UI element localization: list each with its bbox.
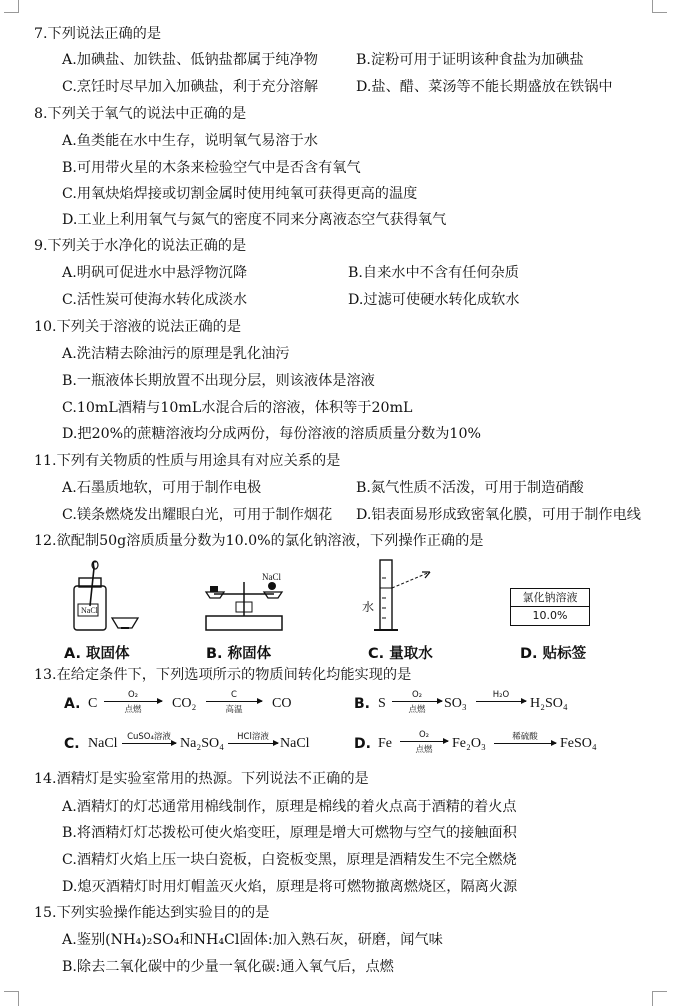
q14-option-b: B.将酒精灯灯芯拨松可使火焰变旺，原理是增大可燃物与空气的接触面积 [62, 825, 517, 841]
q12-stem: 12.欲配制50g溶质质量分数为10.0%的氯化钠溶液，下列操作正确的是 [34, 533, 484, 549]
corner-mark-tl [4, 0, 19, 13]
q13-d-a1-bot: 点燃 [415, 745, 433, 755]
caption-c: C. 量取水 [368, 646, 433, 662]
q13-c-arrow1 [122, 730, 176, 745]
q13-b-s1: S [378, 696, 386, 711]
q11-option-c: C.镁条燃烧发出耀眼白光，可用于制作烟花 [62, 507, 333, 523]
q9-stem: 9.下列关于水净化的说法正确的是 [34, 238, 247, 254]
figure-tag [510, 588, 590, 626]
q13-d-s1: Fe [378, 736, 392, 751]
q10-option-c: C.10mL酒精与10mL水混合后的溶液，体积等于20mL [62, 400, 413, 416]
q8-option-a: A.鱼类能在水中生存，说明氧气易溶于水 [62, 133, 318, 149]
q13-b-label: B. [354, 696, 370, 712]
q13-d-s3: FeSO₄ [560, 736, 597, 751]
q9-option-d: D.过滤可使硬水转化成软水 [348, 292, 520, 308]
caption-b: B. 称固体 [206, 646, 272, 662]
q8-option-c: C.用氧炔焰焊接或切割金属时使用纯氧可获得更高的温度 [62, 186, 418, 202]
q13-c-s1: NaCl [88, 736, 118, 751]
q13-b-s3: H₂SO₄ [530, 696, 568, 711]
q13-c-a1-top: CuSO₄溶液 [127, 732, 171, 742]
q9-option-b: B.自来水中不含有任何杂质 [348, 265, 519, 281]
q13-a-s2: CO₂ [172, 696, 197, 711]
q7-option-a: A.加碘盐、加铁盐、低钠盐都属于纯净物 [62, 52, 318, 68]
q13-a-a2-bot: 高温 [225, 705, 243, 715]
q13-c-arrow2 [228, 730, 278, 745]
q14-stem: 14.酒精灯是实验室常用的热源。下列说法不正确的是 [34, 771, 369, 787]
q13-d-a2-top: 稀硫酸 [512, 732, 538, 742]
scale-label: NaCl [262, 572, 281, 582]
q13-c-a2-top: HCl溶液 [237, 732, 269, 742]
q15-stem: 15.下列实验操作能达到实验目的的是 [34, 905, 270, 921]
q13-d-s2: Fe₂O₃ [452, 736, 486, 751]
q8-option-b: B.可用带火星的木条来检验空气中是否含有氧气 [62, 160, 361, 176]
corner-mark-tr [652, 0, 667, 13]
q13-a-s3: CO [272, 696, 292, 711]
q11-option-a: A.石墨质地软，可用于制作电极 [62, 480, 262, 496]
q13-a-a1-top: O₂ [127, 690, 139, 700]
q8-option-d: D.工业上利用氧气与氮气的密度不同来分离液态空气获得氧气 [62, 212, 447, 228]
q7-option-b: B.淀粉可用于证明该种食盐为加碘盐 [356, 52, 584, 68]
figure-take-solid [66, 558, 146, 638]
q13-a-a1-bot: 点燃 [124, 705, 142, 715]
q13-a-label: A. [64, 696, 81, 712]
q13-stem: 13.在给定条件下，下列选项所示的物质间转化均能实现的是 [34, 667, 412, 683]
q10-option-d: D.把20%的蔗糖溶液均分成两份，每份溶液的溶质质量分数为10% [62, 426, 481, 442]
q13-c-s3: NaCl [280, 736, 310, 751]
corner-mark-br [652, 991, 667, 1006]
q15-option-b: B.除去二氧化碳中的少量一氧化碳:通入氧气后，点燃 [62, 959, 394, 975]
q13-b-a2-top: H₂O [492, 690, 510, 700]
corner-mark-bl [4, 991, 19, 1006]
q13-d-arrow2 [494, 730, 556, 745]
q10-option-b: B.一瓶液体长期放置不出现分层，则该液体是溶液 [62, 373, 375, 389]
caption-d: D. 贴标签 [520, 646, 587, 662]
bottle-label: NaCl [81, 606, 98, 615]
tag-line2: 10.0% [532, 609, 568, 622]
q10-stem: 10.下列关于溶液的说法正确的是 [34, 319, 242, 335]
water-label: 水 [362, 600, 375, 614]
q13-b-a1-top: O₂ [411, 690, 423, 700]
q14-option-a: A.酒精灯的灯芯通常用棉线制作，原理是棉线的着火点高于酒精的着火点 [62, 799, 517, 815]
q7-stem: 7.下列说法正确的是 [34, 26, 162, 42]
q11-stem: 11.下列有关物质的性质与用途具有对应关系的是 [34, 453, 341, 469]
q13-a-a2-top: C [231, 690, 237, 700]
figure-cylinder [370, 558, 450, 638]
q14-option-d: D.熄灭酒精灯时用灯帽盖灭火焰，原理是将可燃物撤离燃烧区，隔离火源 [62, 879, 518, 895]
q13-d-label: D. [354, 736, 371, 752]
q13-b-arrow2 [476, 690, 526, 703]
q13-c-label: C. [64, 736, 80, 752]
caption-a: A. 取固体 [64, 646, 130, 662]
tag-line1: 氯化钠溶液 [511, 589, 589, 607]
q13-a-arrow2 [206, 690, 262, 715]
q13-a-arrow1 [104, 690, 162, 715]
q8-stem: 8.下列关于氧气的说法中正确的是 [34, 106, 247, 122]
q13-d-arrow1 [400, 730, 448, 755]
q13-a-s1: C [88, 696, 98, 711]
q7-option-c: C.烹饪时尽早加入加碘盐，利于充分溶解 [62, 79, 319, 95]
q9-option-a: A.明矾可促进水中悬浮物沉降 [62, 265, 248, 281]
q13-d-a1-top: O₂ [418, 730, 430, 740]
q13-b-s2: SO₃ [444, 696, 467, 711]
q11-option-d: D.铝表面易形成致密氧化膜，可用于制作电线 [356, 507, 641, 523]
q10-option-a: A.洗洁精去除油污的原理是乳化油污 [62, 346, 290, 362]
q13-c-s2: Na₂SO₄ [180, 736, 224, 751]
q15-option-a: A.鉴别(NH₄)₂SO₄和NH₄Cl固体:加入熟石灰，研磨，闻气味 [62, 932, 443, 948]
q13-b-arrow1 [392, 690, 442, 715]
q7-option-d: D.盐、醋、菜汤等不能长期盛放在铁锅中 [356, 79, 613, 95]
q14-option-c: C.酒精灯火焰上压一块白瓷板，白瓷板变黑，原理是酒精发生不完全燃烧 [62, 852, 517, 868]
q11-option-b: B.氮气性质不活泼，可用于制造硝酸 [356, 480, 584, 496]
q13-b-a1-bot: 点燃 [408, 705, 426, 715]
q9-option-c: C.活性炭可使海水转化成淡水 [62, 292, 248, 308]
